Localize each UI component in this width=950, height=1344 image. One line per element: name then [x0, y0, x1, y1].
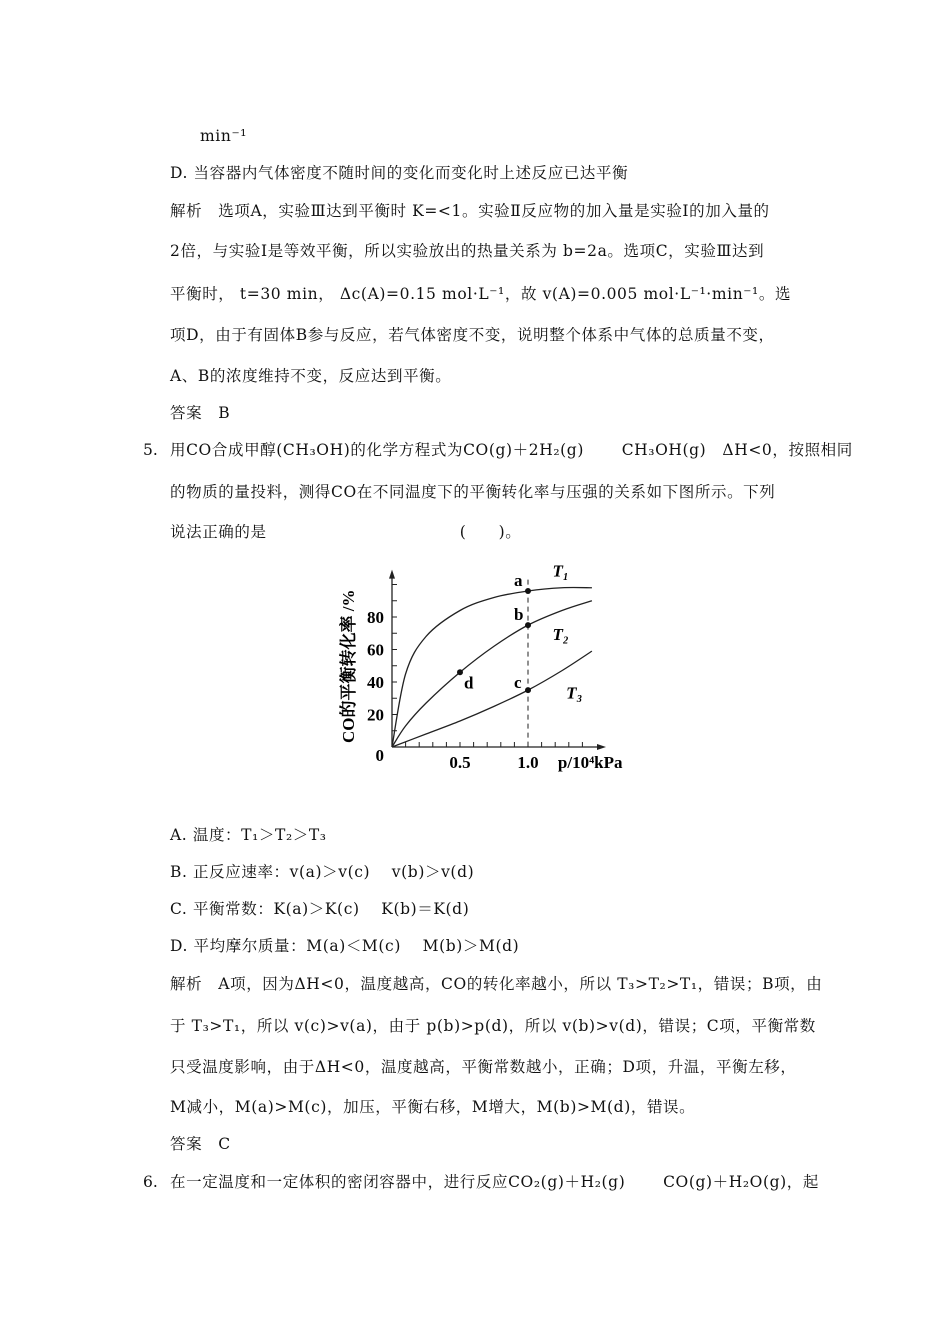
conversion-pressure-chart — [330, 555, 650, 785]
y-tick-label: 80 — [367, 608, 384, 627]
series-line-3 — [392, 651, 592, 747]
q5-stem-line: 用CO合成甲醇(CH₃OH)的化学方程式为CO(g)＋2H₂(g) CH₃OH(g) ΔH<0，按照相同 — [170, 441, 853, 459]
prev-answer: 答案 B — [170, 404, 231, 422]
x-axis-arrow — [597, 744, 606, 750]
point-label: b — [514, 605, 524, 625]
y-axis-arrow — [389, 570, 395, 579]
q6-stem: 在一定温度和一定体积的密闭容器中，进行反应CO₂(g)＋H₂(g) CO(g)＋H₂O(g)，起 — [170, 1173, 820, 1191]
prev-analysis-line: 解析 选项A，实验Ⅲ达到平衡时 K=<1。实验Ⅱ反应物的加入量是实验Ⅰ的加入量的 — [170, 202, 770, 220]
y-tick-label: 40 — [367, 673, 384, 692]
y-tick-label: 60 — [367, 640, 384, 660]
series-label: T₂ — [552, 624, 569, 644]
x-tick-label: 0.5 — [449, 753, 471, 772]
prev-analysis-line: 平衡时， t=30 min， Δc(A)=0.15 mol·L⁻¹，故 v(A)=0.005 mol·L⁻¹·min⁻¹。选 — [170, 285, 792, 303]
series-line-2 — [392, 601, 592, 747]
prev-analysis-line: A、B的浓度维持不变，反应达到平衡。 — [170, 367, 452, 385]
q5-option-a: A. 温度：T₁＞T₂＞T₃ — [170, 826, 327, 844]
point-label: d — [464, 673, 474, 693]
prev-analysis-line: 2倍，与实验Ⅰ是等效平衡，所以实验放出的热量关系为 b=2a。选项C，实验Ⅲ达到 — [170, 242, 765, 260]
point-label: c — [514, 673, 522, 693]
data-point-a — [525, 588, 531, 594]
x-tick-label: 1.0 — [517, 753, 539, 772]
y-tick-label: 0 — [375, 746, 384, 765]
prev-question-tail: min⁻¹ — [200, 127, 248, 145]
q5-stem-line: 的物质的量投料，测得CO在不同温度下的平衡转化率与压强的关系如下图所示。下列 — [170, 483, 776, 501]
series-line-1 — [392, 588, 592, 747]
data-point-b — [525, 622, 531, 628]
y-tick-label: 20 — [367, 705, 384, 725]
data-point-d — [457, 669, 463, 675]
q5-analysis-line: M减小，M(a)>M(c)，加压，平衡右移，M增大，M(b)>M(d)，错误。 — [170, 1098, 696, 1116]
q5-option-c: C. 平衡常数：K(a)＞K(c) K(b)＝K(d) — [170, 900, 470, 918]
question-number: 5. — [143, 441, 158, 459]
q5-stem-line: 说法正确的是 ( )。 — [170, 523, 522, 541]
data-point-c — [525, 687, 531, 693]
series-label: T₁ — [552, 561, 569, 581]
q5-analysis-line: 解析 A项，因为ΔH<0，温度越高，CO的转化率越小，所以 T₃>T₂>T₁，错误；B项，由 — [170, 975, 823, 993]
prev-option-d: D. 当容器内气体密度不随时间的变化而变化时上述反应已达平衡 — [170, 164, 629, 182]
point-label: a — [514, 571, 523, 590]
q5-answer: 答案 C — [170, 1135, 231, 1153]
q5-analysis-line: 于 T₃>T₁，所以 v(c)>v(a)，由于 p(b)>p(d)，所以 v(b)>v(d)，错误；C项，平衡常数 — [170, 1017, 816, 1035]
y-axis-label: CO的平衡转化率 /% — [339, 589, 358, 743]
x-axis-label: p/10⁴kPa — [557, 753, 623, 772]
q5-option-b: B. 正反应速率：v(a)＞v(c) v(b)＞v(d) — [170, 863, 475, 881]
q5-analysis-line: 只受温度影响，由于ΔH<0，温度越高，平衡常数越小，正确；D项，升温，平衡左移， — [170, 1058, 797, 1076]
series-label: T₃ — [566, 683, 583, 703]
prev-analysis-line: 项D，由于有固体B参与反应，若气体密度不变，说明整个体系中气体的总质量不变， — [170, 326, 775, 344]
question-number: 6. — [143, 1173, 158, 1191]
q5-option-d: D. 平均摩尔质量：M(a)＜M(c) M(b)＞M(d) — [170, 937, 520, 955]
